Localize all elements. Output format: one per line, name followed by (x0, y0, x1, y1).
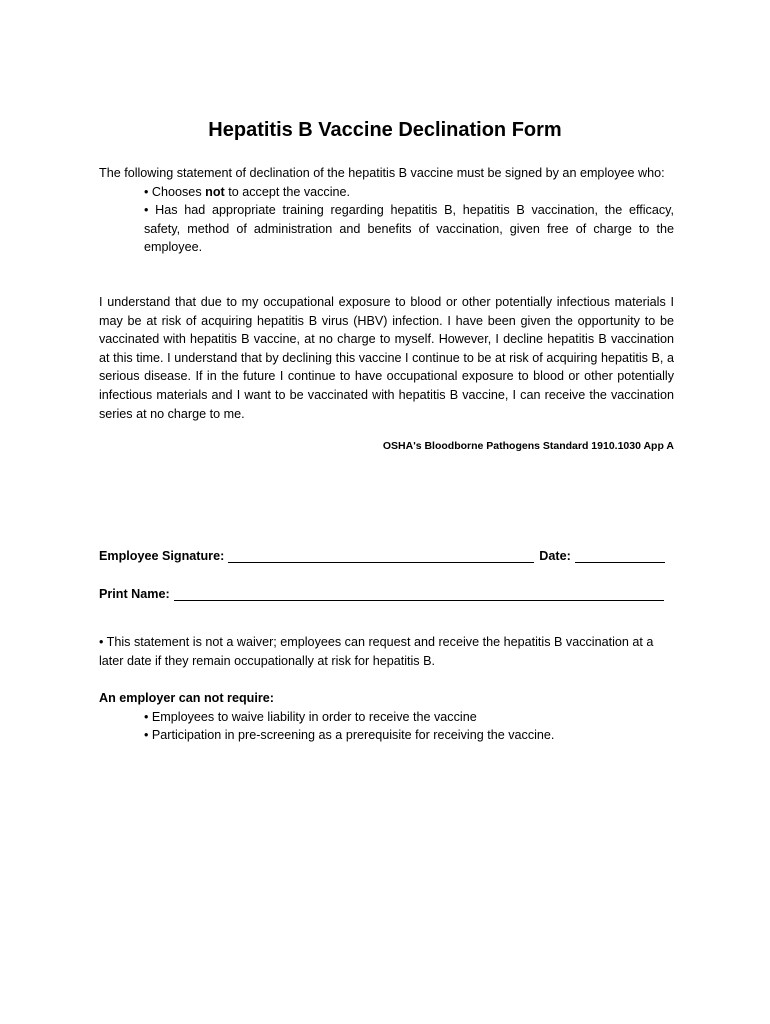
osha-citation: OSHA's Bloodborne Pathogens Standard 1910.1030 App A (382, 440, 674, 452)
signature-field[interactable] (228, 548, 534, 563)
waiver-note: • This statement is not a waiver; employees can request and receive the hepatitis B vaccination at a later date if they remain occupationally at risk for hepatitis B. (99, 635, 654, 668)
employer-item: • Participation in pre-screening as a prerequisite for receiving the vaccine. (144, 728, 555, 743)
employer-heading: An employer can not require: (99, 691, 274, 705)
employer-list (99, 708, 674, 745)
intro-section (99, 164, 674, 257)
form-title: Hepatitis B Vaccine Declination Form (208, 119, 562, 141)
intro-lead: The following statement of declination of the hepatitis B vaccine must be signed by an employee who: (99, 166, 665, 180)
print-name-field[interactable] (174, 586, 664, 601)
criteria-item-prefix: • Chooses (144, 184, 206, 199)
employer-section (99, 689, 674, 745)
criteria-item: • Has had appropriate training regarding hepatitis B, hepatitis B vaccination, the efficacy, safety, method of administration and benefits of vaccination, given free of charge to the employee. (144, 203, 674, 255)
criteria-item-emphasis: not (205, 184, 225, 199)
criteria-item (144, 183, 674, 202)
print-name-label: Print Name: (99, 587, 170, 601)
print-name-row (99, 586, 674, 601)
signature-row (99, 548, 674, 563)
criteria-list (99, 183, 674, 257)
date-label: Date: (539, 549, 571, 563)
criteria-item-suffix: to accept the vaccine. (224, 184, 351, 199)
employer-item: • Employees to waive liability in order to receive the vaccine (144, 709, 477, 724)
declination-statement: I understand that due to my occupational exposure to blood or other potentially infectious materials I may be at risk of acquiring hepatitis B virus (HBV) infection. I have been given the opportunity to be vaccinated with hepatitis B vaccine, at no charge to myself. However, I decline hepatitis B vaccination at this time. I understand that by declining this vaccine I continue to be at risk of acquiring hepatitis B, a serious disease. If in the future I continue to have occupational exposure to blood or other potentially infectious materials and I want to be vaccinated with hepatitis B vaccine, I can receive the vaccination series at no charge to me. (99, 295, 674, 421)
date-field[interactable] (575, 548, 665, 563)
signature-label: Employee Signature: (99, 549, 225, 563)
